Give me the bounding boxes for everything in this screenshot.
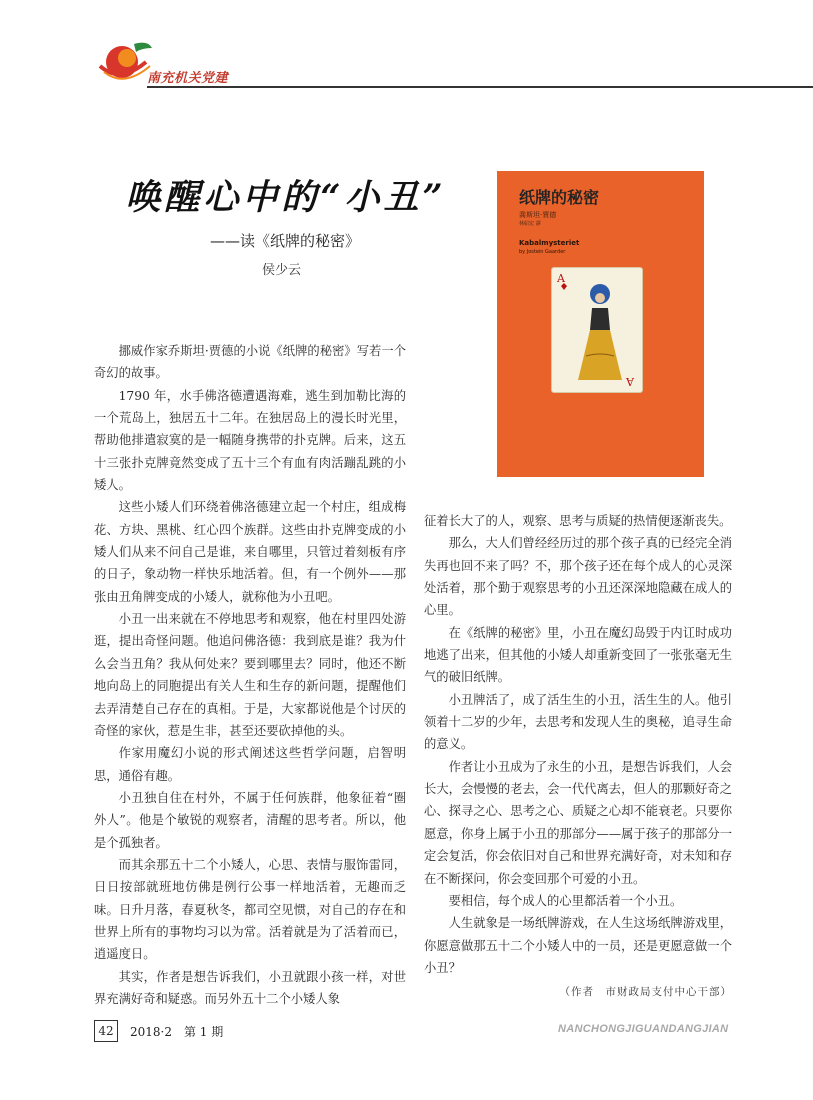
body-paragraph: 作家用魔幻小说的形式阐述这些哲学问题，启智明思，通俗有趣。 xyxy=(94,746,406,783)
book-cover-english-author: by Jostein Gaarder xyxy=(519,249,566,255)
article-body-right-column xyxy=(424,510,732,1004)
body-paragraph: 挪威作家乔斯坦·贾德的小说《纸牌的秘密》写若一个奇幻的故事。 xyxy=(94,344,406,381)
body-paragraph: 其实，作者是想告诉我们，小丑就跟小孩一样，对世界充满好奇和疑惑。而另外五十二个小矮人象 xyxy=(94,969,406,1006)
playing-card-illustration xyxy=(551,267,643,393)
card-figure-icon xyxy=(552,268,642,392)
article-body-left-column xyxy=(94,340,406,1010)
article-title: 唤醒心中的“小丑” xyxy=(125,177,447,218)
issue-label: 2018·2 第 1 期 xyxy=(130,1025,224,1039)
book-cover-author: 喬斯坦·賈德 xyxy=(519,211,557,219)
body-paragraph: 小丑一出来就在不停地思考和观察，他在村里四处游逛，提出奇怪问题。他追问佛洛德：我到底是谁？我为什么会当丑角？我从何处来？要到哪里去？同时，他还不断地向岛上的同胞提出有关人生和生存的新问题，提醒他们去弄清楚自己存在的真相。于是，大家都说他是个讨厌的奇怪的家伙，惹是生非，甚至还要砍掉他的头。 xyxy=(94,612,406,738)
card-rank-top: A xyxy=(557,272,565,285)
body-paragraph: 小丑独自住在村外，不属于任何族群，他象征着“圈外人”。他是个敏锐的观察者，清醒的思考者。所以，他是个孤独者。 xyxy=(94,790,406,850)
magazine-name: 南充机关党建 xyxy=(147,71,229,86)
body-paragraph: 在《纸牌的秘密》里，小丑在魔幻岛毁于内讧时成功地逃了出来，但其他的小矮人却重新变回了一张张毫无生气的破旧纸牌。 xyxy=(424,625,732,685)
body-paragraph: 这些小矮人们环绕着佛洛德建立起一个村庄，组成梅花、方块、黑桃、红心四个族群。这些由扑克牌变成的小矮人们从来不问自己是谁，来自哪里，只管过着刻板有序的日子，象动物一样快乐地活着。但，有一个例外——那张由丑角牌变成的小矮人，就称他为小丑吧。 xyxy=(94,500,406,604)
body-paragraph: 要相信，每个成人的心里都活着一个小丑。 xyxy=(448,893,683,908)
page-number: 42 xyxy=(94,1020,118,1042)
card-rank-bottom: A xyxy=(626,375,634,388)
body-paragraph: 作者让小丑成为了永生的小丑，是想告诉我们，人会长大，会慢慢的老去，会一代代离去，但人的那颗好奇之心、探寻之心、思考之心、质疑之心却不能衰老。只要你愿意，你身上属于小丑的那部分——属于孩子的那部分一定会复活，你会依旧对自己和世界充满好奇，对未知和存在不断探问，你会变回那个可爱的小丑。 xyxy=(424,759,732,886)
author-credit: （作者 市财政局支付中心干部） xyxy=(559,986,732,999)
article-author: 侯少云 xyxy=(262,263,302,278)
header-rule xyxy=(147,86,813,88)
body-paragraph: 而其余那五十二个小矮人，心思、表情与服饰雷同，日日按部就班地仿佛是例行公事一样地活着，无趣而乏味。日升月落，春夏秋冬，都司空见惯，对自己的存在和世界上所有的事物均习以为常。活着就是为了活着而已，逍遥度日。 xyxy=(94,857,406,962)
body-paragraph: 那么，大人们曾经经历过的那个孩子真的已经完全消失再也回不来了吗？不，那个孩子还在每个成人的心灵深处活着，那个勤于观察思考的小丑还深深地隐藏在成人的心里。 xyxy=(424,536,732,618)
body-paragraph: 1790 年，水手佛洛德遭遇海难，逃生到加勒比海的一个荒岛上，独居五十二年。在独居岛上的漫长时光里，帮助他排遣寂寞的是一幅随身携带的扑克牌。后来，这五十三张扑克牌竟然变成了五十三个有血有肉活蹦乱跳的小矮人。 xyxy=(94,388,406,493)
body-paragraph: 小丑牌活了，成了活生生的小丑，活生生的人。他引领着十二岁的少年，去思考和发现人生的奥秘，追寻生命的意义。 xyxy=(424,692,732,752)
book-cover-title: 纸牌的秘密 xyxy=(519,188,600,207)
magazine-pinyin-title: NANCHONGJIGUANDANGJIAN xyxy=(558,1023,729,1035)
book-cover-english-title: Kabalmysteriet xyxy=(519,239,580,247)
body-paragraph-continued: 征着长大了的人，观察、思考与质疑的热情便逐渐丧失。 xyxy=(424,514,732,528)
book-cover-translator: 林紹宏 譯 xyxy=(519,221,541,227)
book-cover-image xyxy=(497,171,704,477)
body-paragraph: 人生就象是一场纸牌游戏，在人生这场纸牌游戏里，你愿意做那五十二个小矮人中的一员，还是更愿意做一个小丑？ xyxy=(424,916,732,975)
article-subtitle: ——读《纸牌的秘密》 xyxy=(210,232,361,250)
